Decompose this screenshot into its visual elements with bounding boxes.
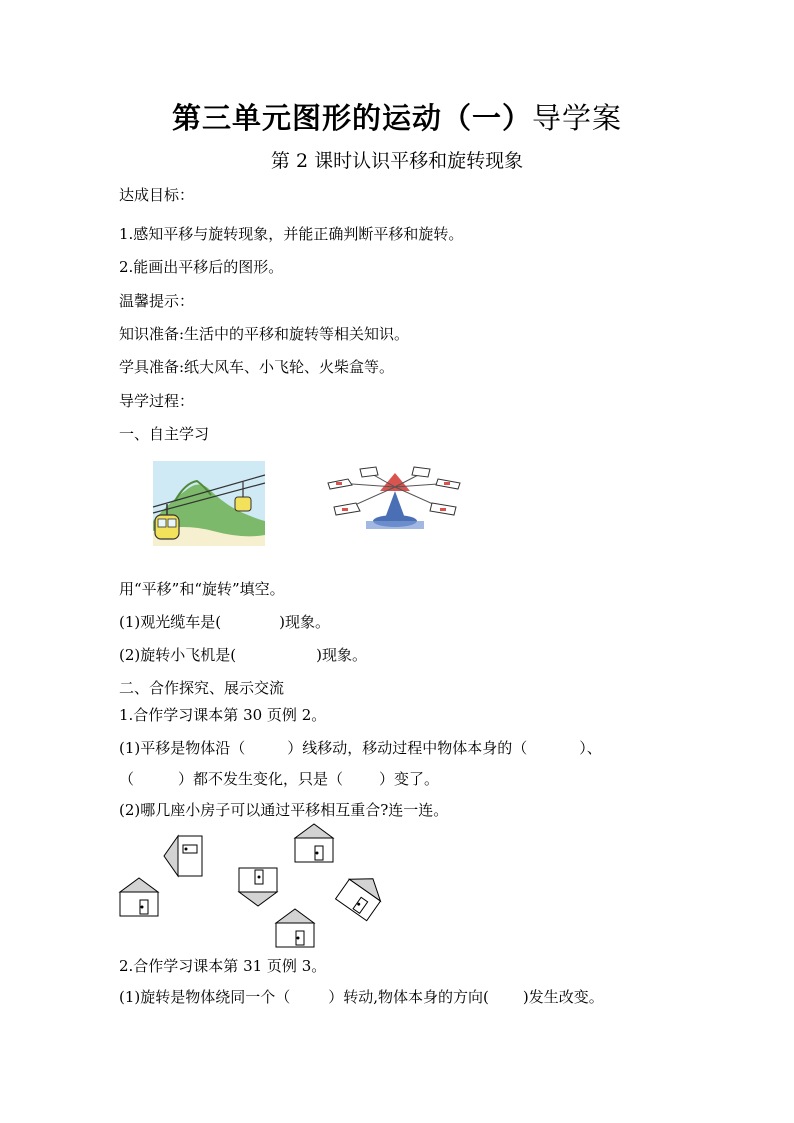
example-3-title: 2.合作学习课本第 31 页例 3。 xyxy=(119,957,327,975)
house-left-pointing[interactable] xyxy=(164,836,202,876)
example-2-question-1-line-2 xyxy=(119,768,439,789)
ex3-q1-part3: )发生改变。 xyxy=(522,988,604,1006)
goals-heading: 达成目标： xyxy=(119,186,195,204)
fill-intro: 用“平移”和“旋转”填空。 xyxy=(119,580,285,598)
q1-after: )现象。 xyxy=(279,613,330,631)
page-title xyxy=(0,96,794,137)
house-upside-down[interactable] xyxy=(239,868,277,906)
rotating-ride-image xyxy=(326,463,464,531)
q2-after: )现象。 xyxy=(316,646,367,664)
question-1 xyxy=(119,611,330,632)
tips-heading: 温馨提示： xyxy=(119,292,195,310)
houses-diagram xyxy=(116,820,386,950)
q1-before: (1)观光缆车是( xyxy=(119,613,222,631)
knowledge-prep: 知识准备:生活中的平移和旋转等相关知识。 xyxy=(119,325,410,343)
ex2-q1-part2: ）线移动，移动过程中物体本身的（ xyxy=(287,739,528,757)
process-heading: 导学过程： xyxy=(119,392,195,410)
q2-before: (2)旋转小飞机是( xyxy=(119,646,237,664)
example-2-question-1-line-1 xyxy=(119,737,602,758)
house-upright-top[interactable] xyxy=(295,824,333,862)
goal-item-2: 2.能画出平移后的图形。 xyxy=(119,258,284,276)
title-normal: 导学案 xyxy=(532,101,623,135)
example-3-question-1 xyxy=(119,986,604,1007)
goal-item-1: 1.感知平移与旋转现象，并能正确判断平移和旋转。 xyxy=(119,225,464,243)
ex2-q1-part6: ）变了。 xyxy=(379,770,440,788)
lesson-subtitle: 第 2 课时认识平移和旋转现象 xyxy=(270,150,524,172)
house-upright-bottom[interactable] xyxy=(276,909,314,947)
house-rotated[interactable] xyxy=(336,868,389,921)
section-1-heading: 一、自主学习 xyxy=(119,425,210,443)
ex2-q1-part1: (1)平移是物体沿（ xyxy=(119,739,246,757)
ex3-q1-part2: ）转动,物体本身的方向( xyxy=(328,988,489,1006)
ex2-q1-part3: ）、 xyxy=(579,739,602,757)
title-bold: 第三单元图形的运动（一） xyxy=(171,101,532,135)
example-2-question-2: (2)哪几座小房子可以通过平移相互重合?连一连。 xyxy=(119,801,449,819)
ex2-q1-part5: ）都不发生变化，只是（ xyxy=(178,770,344,788)
question-2 xyxy=(119,644,367,665)
ex3-q1-part1: (1)旋转是物体绕同一个（ xyxy=(119,988,291,1006)
tools-prep: 学具准备:纸大风车、小飞轮、火柴盒等。 xyxy=(119,358,395,376)
example-2-title: 1.合作学习课本第 30 页例 2。 xyxy=(119,706,327,724)
ex2-q1-part4: （ xyxy=(119,770,135,788)
house-upright-left[interactable] xyxy=(120,878,158,916)
cable-car-image xyxy=(153,461,265,546)
section-2-heading: 二、合作探究、展示交流 xyxy=(119,679,285,697)
